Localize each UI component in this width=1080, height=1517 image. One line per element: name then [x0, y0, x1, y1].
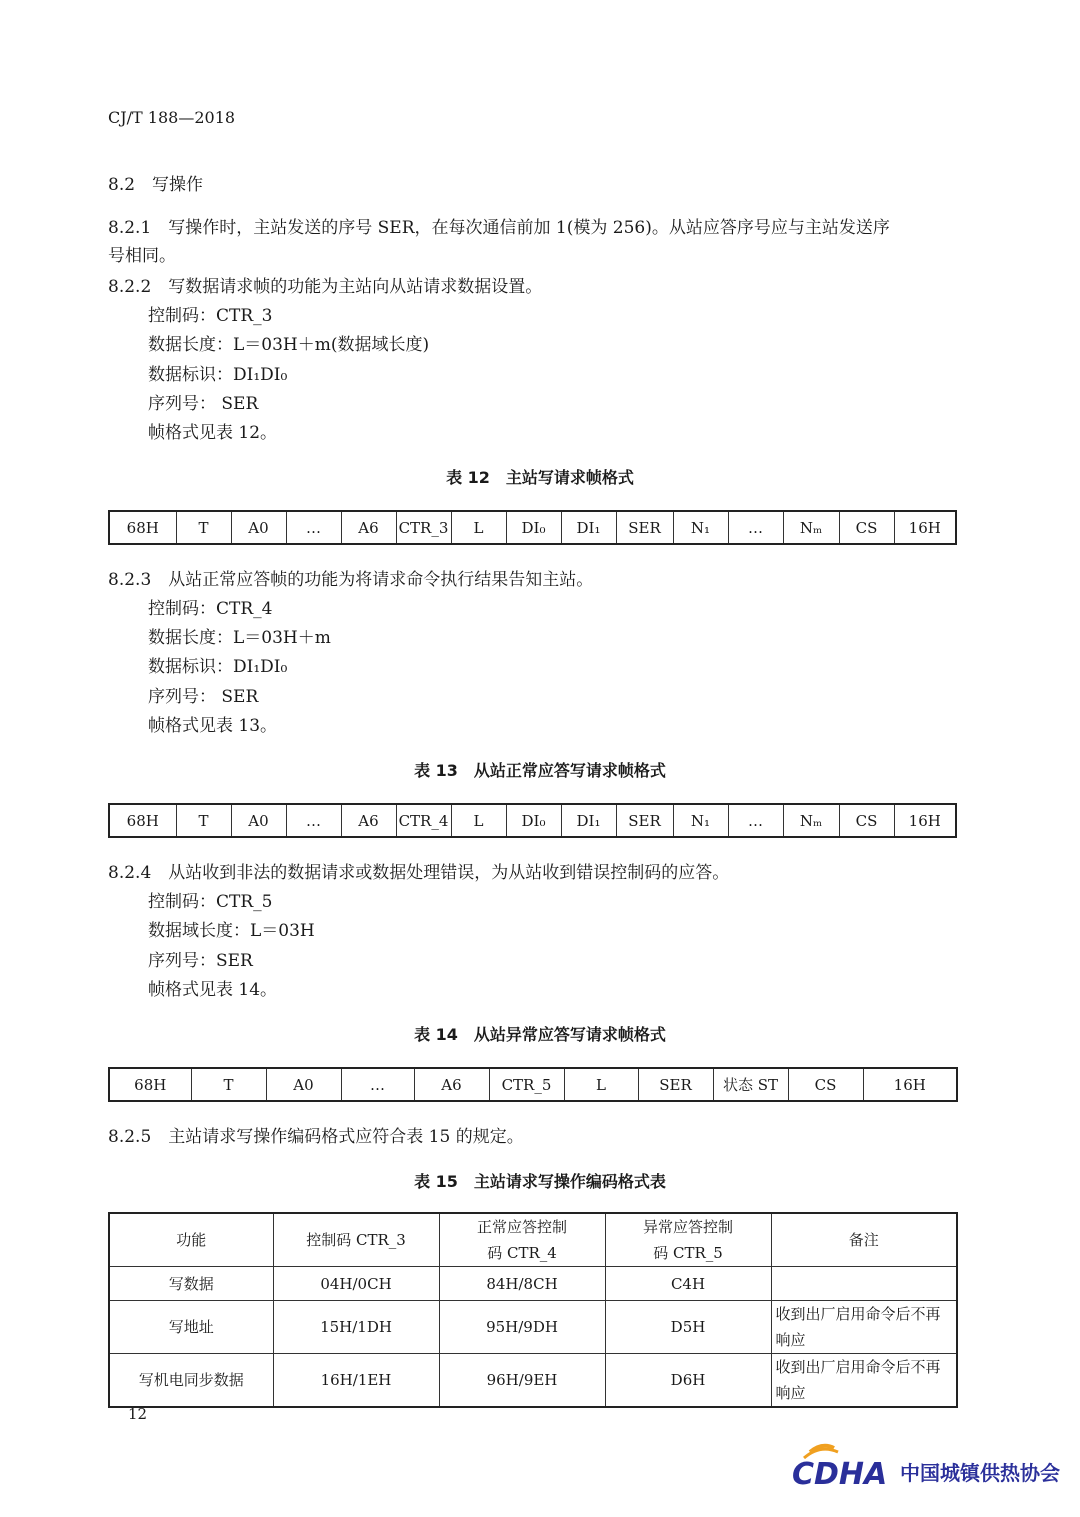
frame-field-cell: DI₀: [506, 804, 561, 837]
frame-field-cell: …: [286, 511, 341, 544]
svg-text:CDHA: CDHA: [792, 1457, 888, 1490]
table-cell: 95H/9DH: [439, 1301, 605, 1354]
frame-field-cell: L: [451, 804, 506, 837]
frame-field-cell: 16H: [863, 1068, 957, 1101]
paragraph-8-2-5: 8.2.5 主站请求写操作编码格式应符合表 15 的规定。: [108, 1127, 524, 1147]
table-cell: 16H/1EH: [273, 1354, 439, 1408]
frame-field-cell: A0: [231, 804, 286, 837]
frame-field-cell: N₁: [673, 511, 728, 544]
table-cell: C4H: [605, 1267, 771, 1301]
table-cell: 04H/0CH: [273, 1267, 439, 1301]
header-cell: 控制码 CTR_3: [273, 1213, 439, 1267]
frame-field-cell: DI₁: [561, 804, 616, 837]
frame-field-cell: T: [176, 511, 231, 544]
frame-field-cell: CS: [839, 804, 894, 837]
table-cell: 写地址: [109, 1301, 273, 1354]
frame-field-cell: 68H: [109, 1068, 191, 1101]
header-cell: 备注: [771, 1213, 957, 1267]
frame-field-cell: T: [176, 804, 231, 837]
frame-field-cell: …: [341, 1068, 414, 1101]
frame-field-cell: Nₘ: [783, 511, 839, 544]
list-item: 数据长度：L＝03H＋m(数据域长度): [148, 335, 430, 355]
table-cell: 15H/1DH: [273, 1301, 439, 1354]
frame-field-cell: CS: [788, 1068, 863, 1101]
cdha-watermark-logo: [790, 1440, 1060, 1490]
header-cell: 正常应答控制码 CTR_4: [439, 1213, 605, 1267]
list-item: 数据域长度：L＝03H: [148, 921, 315, 941]
paragraph-8-2-4: 8.2.4 从站收到非法的数据请求或数据处理错误，为从站收到错误控制码的应答。: [108, 863, 730, 883]
frame-field-cell: CTR_4: [396, 804, 451, 837]
frame-field-cell: A6: [414, 1068, 489, 1101]
frame-field-cell: DI₁: [561, 511, 616, 544]
table-cell: 收到出厂启用命令后不再响应: [771, 1354, 957, 1408]
frame-field-cell: 16H: [894, 804, 956, 837]
table-cell: 写数据: [109, 1267, 273, 1301]
frame-field-cell: CTR_3: [396, 511, 451, 544]
frame-field-cell: N₁: [673, 804, 728, 837]
list-item: 控制码：CTR_3: [148, 306, 273, 326]
frame-field-cell: …: [286, 804, 341, 837]
list-item: 数据标识：DI₁DI₀: [148, 657, 288, 677]
list-item: 数据标识：DI₁DI₀: [148, 365, 288, 385]
frame-field-cell: 状态 ST: [713, 1068, 788, 1101]
page-number: 12: [128, 1405, 148, 1423]
table-15: [108, 1212, 958, 1408]
list-item: 帧格式见表 13。: [148, 716, 278, 736]
table-row: [109, 1354, 957, 1408]
paragraph-8-2-1-line1: 8.2.1 写操作时，主站发送的序号 SER，在每次通信前加 1(模为 256)。从站应答序号应与主站发送序: [108, 218, 890, 238]
frame-field-cell: A0: [231, 511, 286, 544]
table-cell: 96H/9EH: [439, 1354, 605, 1408]
frame-field-cell: A6: [341, 804, 396, 837]
frame-field-cell: 16H: [894, 511, 956, 544]
frame-field-cell: SER: [616, 511, 673, 544]
list-item: 序列号： SER: [148, 687, 259, 707]
table-12-caption: 表 12 主站写请求帧格式: [446, 468, 634, 487]
section-heading: 8.2 写操作: [108, 175, 204, 195]
frame-field-cell: A0: [266, 1068, 341, 1101]
svg-text:中国城镇供热协会: 中国城镇供热协会: [900, 1461, 1060, 1485]
frame-field-cell: L: [451, 511, 506, 544]
document-header: CJ/T 188—2018: [108, 108, 236, 127]
table-cell: [771, 1267, 957, 1301]
table-row: [109, 1301, 957, 1354]
table-cell: 84H/8CH: [439, 1267, 605, 1301]
frame-field-cell: SER: [616, 804, 673, 837]
frame-field-cell: CTR_5: [489, 1068, 564, 1101]
frame-field-cell: …: [728, 511, 783, 544]
frame-field-cell: 68H: [109, 511, 176, 544]
frame-field-cell: T: [191, 1068, 266, 1101]
table-12: [108, 510, 957, 545]
list-item: 控制码：CTR_5: [148, 892, 273, 912]
frame-field-cell: …: [728, 804, 783, 837]
list-item: 帧格式见表 14。: [148, 980, 278, 1000]
table-cell: 写机电同步数据: [109, 1354, 273, 1408]
paragraph-8-2-1-line2: 号相同。: [108, 246, 176, 266]
table-14: [108, 1067, 958, 1102]
table-cell: D5H: [605, 1301, 771, 1354]
frame-field-cell: 68H: [109, 804, 176, 837]
table-14-caption: 表 14 从站异常应答写请求帧格式: [414, 1025, 666, 1044]
frame-field-cell: Nₘ: [783, 804, 839, 837]
table-13-caption: 表 13 从站正常应答写请求帧格式: [414, 761, 666, 780]
paragraph-8-2-3: 8.2.3 从站正常应答帧的功能为将请求命令执行结果告知主站。: [108, 570, 594, 590]
header-cell: 功能: [109, 1213, 273, 1267]
list-item: 序列号：SER: [148, 951, 253, 971]
table-cell: 收到出厂启用命令后不再响应: [771, 1301, 957, 1354]
frame-field-cell: L: [564, 1068, 638, 1101]
table-cell: D6H: [605, 1354, 771, 1408]
paragraph-8-2-2: 8.2.2 写数据请求帧的功能为主站向从站请求数据设置。: [108, 277, 543, 297]
list-item: 帧格式见表 12。: [148, 423, 278, 443]
list-item: 控制码：CTR_4: [148, 599, 273, 619]
table-13: [108, 803, 957, 838]
frame-field-cell: CS: [839, 511, 894, 544]
list-item: 序列号： SER: [148, 394, 259, 414]
table-row: [109, 1267, 957, 1301]
table-15-caption: 表 15 主站请求写操作编码格式表: [414, 1172, 666, 1191]
frame-field-cell: A6: [341, 511, 396, 544]
frame-field-cell: SER: [638, 1068, 713, 1101]
frame-field-cell: DI₀: [506, 511, 561, 544]
header-cell: 异常应答控制码 CTR_5: [605, 1213, 771, 1267]
list-item: 数据长度：L＝03H＋m: [148, 628, 331, 648]
